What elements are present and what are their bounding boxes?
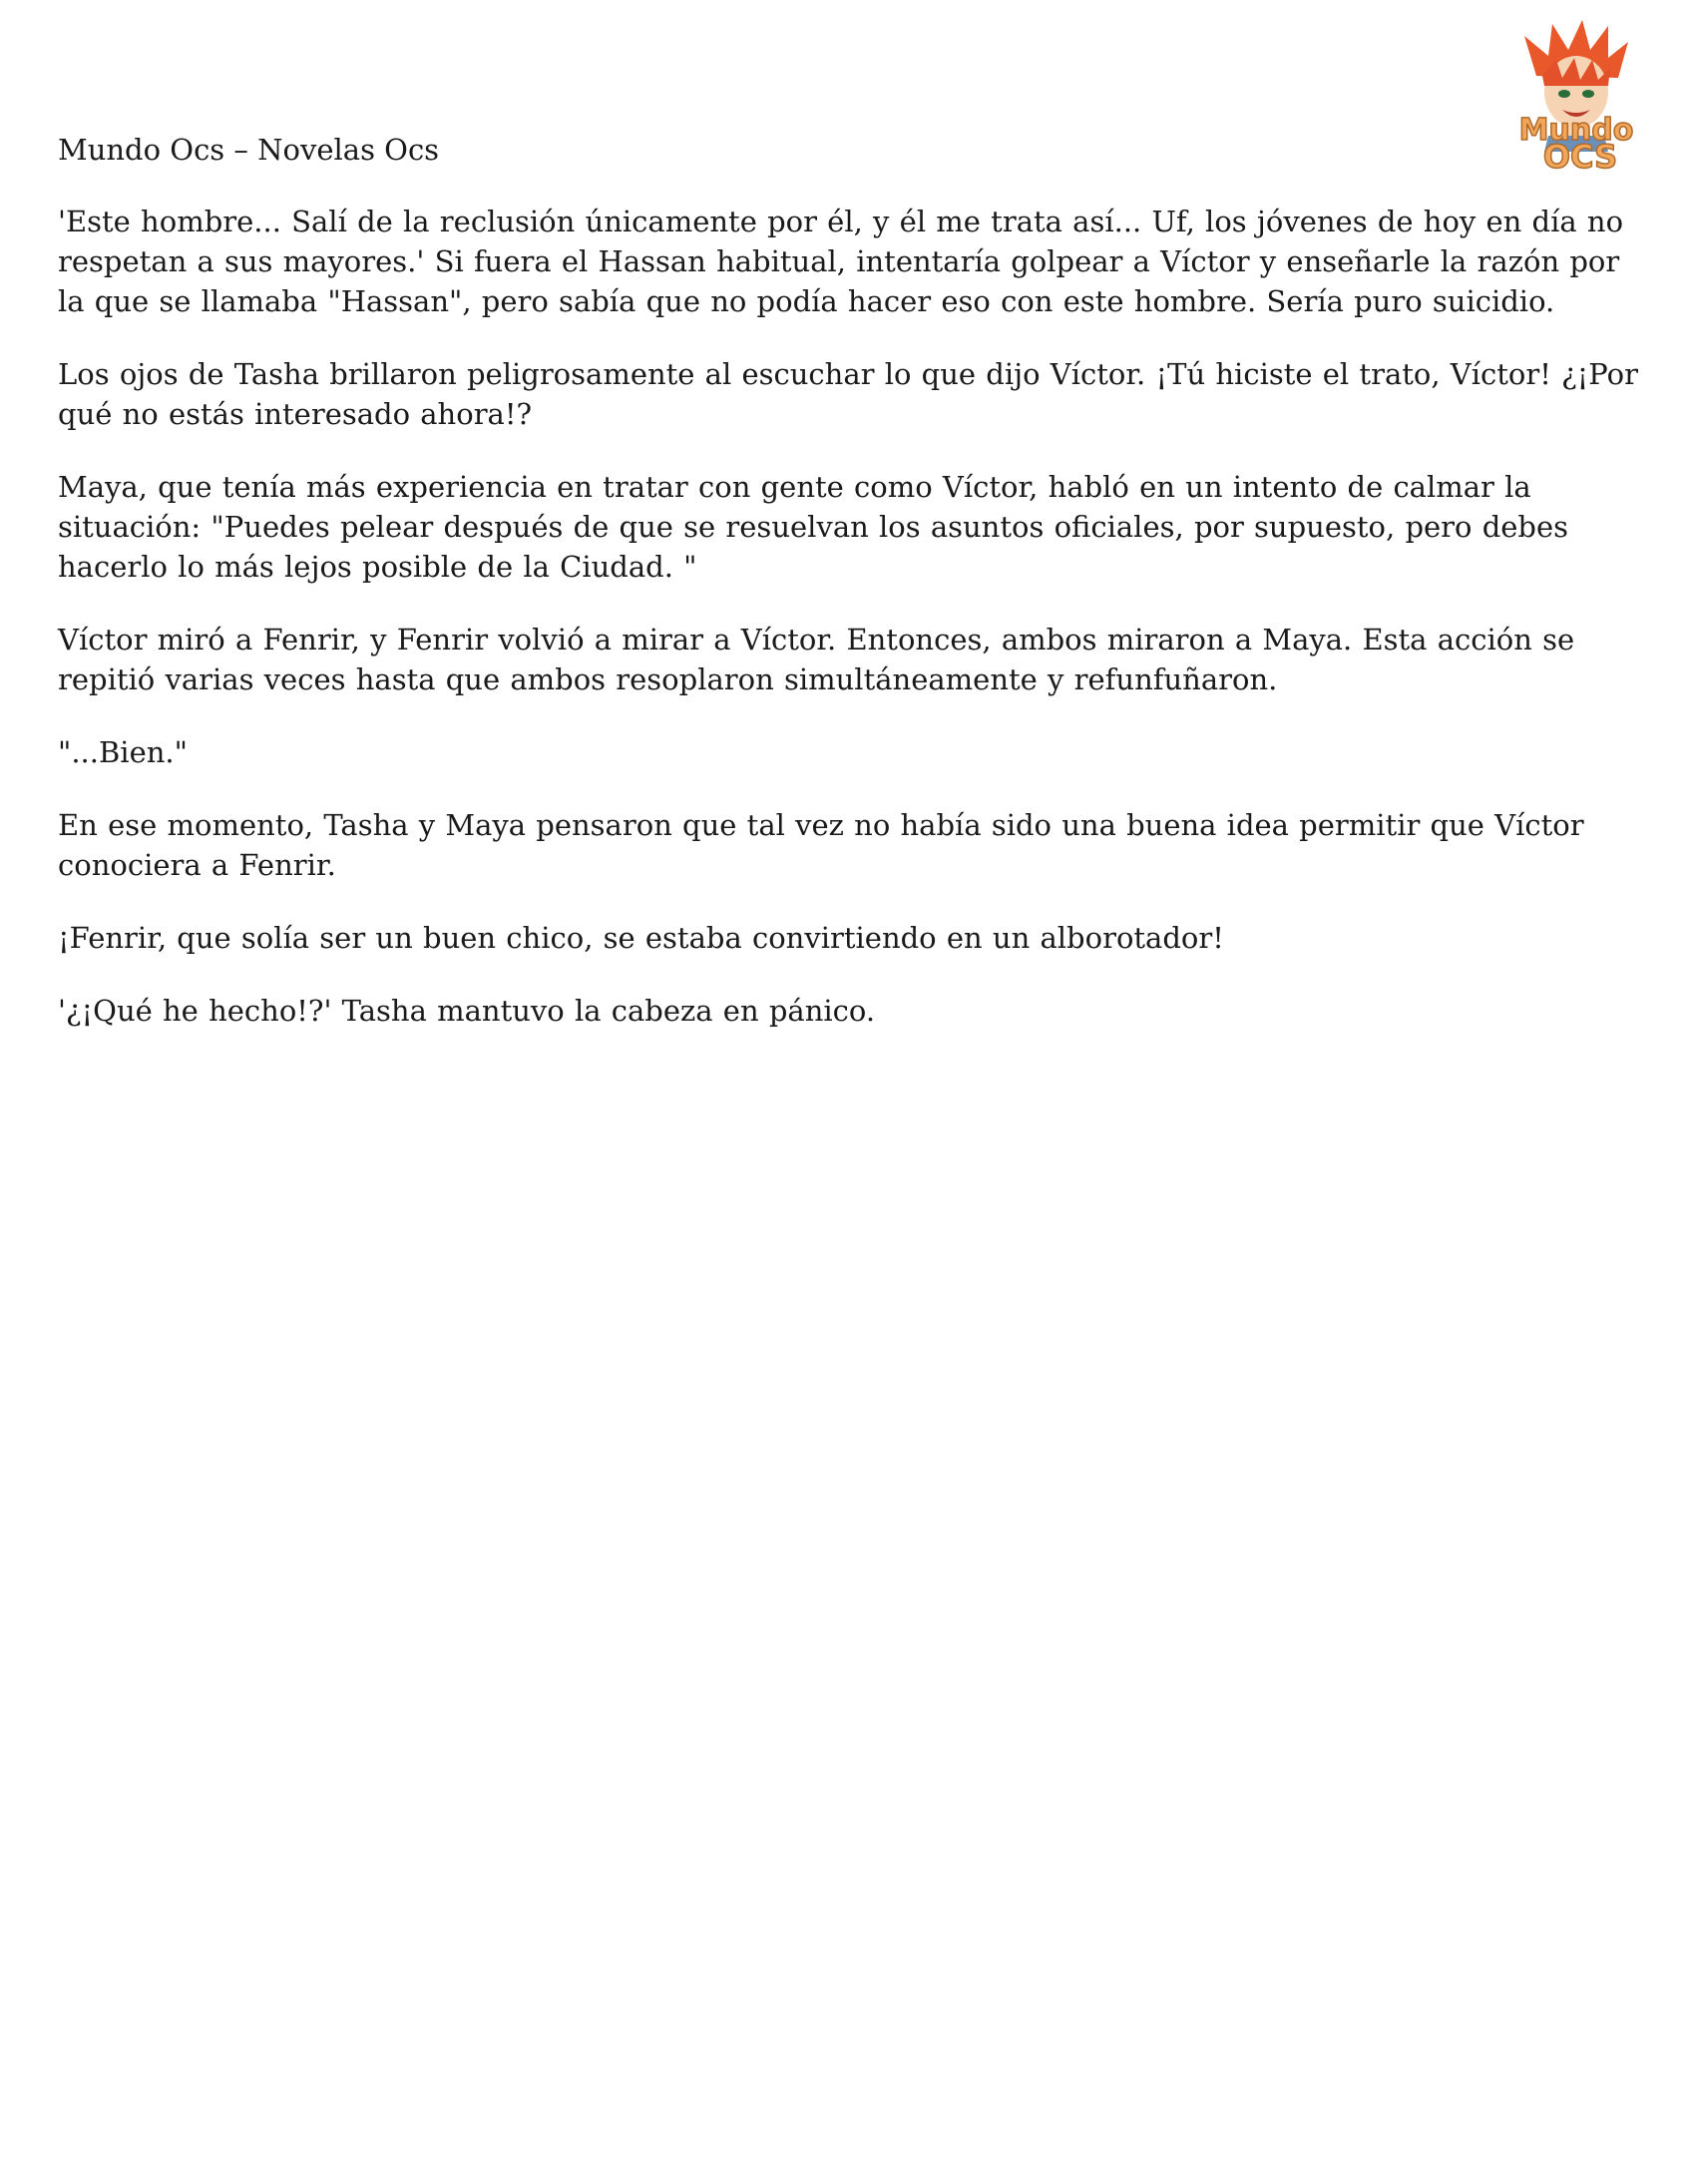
paragraph: '¿¡Qué he hecho!?' Tasha mantuvo la cabeza en pánico. [58, 994, 876, 1028]
paragraph: "...Bien." [58, 735, 188, 769]
svg-text:Mundo: Mundo [1518, 113, 1634, 148]
svg-text:OCS: OCS [1542, 138, 1618, 176]
paragraph: Víctor miró a Fenrir, y Fenrir volvió a mirar a Víctor. Entonces, ambos miraron a Maya. Esta acción se repitió varias veces hasta que ambos resoplaron simultáneamente y refunfuñaron. [58, 623, 1575, 696]
document-header: Mundo Ocs – Novelas Ocs [58, 133, 440, 167]
paragraph: 'Este hombre... Salí de la reclusión únicamente por él, y él me trata así... Uf, los jóvenes de hoy en día no respetan a sus mayores.' Si fuera el Hassan habitual, intentaría golpear a Víctor y enseñarle la razón por la que se llamaba "Hassan", pero sabía que no podía hacer eso con este hombre. Sería puro suicidio. [58, 205, 1624, 318]
paragraph: En ese momento, Tasha y Maya pensaron que tal vez no había sido una buena idea permitir que Víctor conociera a Fenrir. [58, 808, 1584, 882]
document-body [58, 130, 1642, 1064]
paragraph: Los ojos de Tasha brillaron peligrosamente al escuchar lo que dijo Víctor. ¡Tú hiciste el trato, Víctor! ¿¡Por qué no estás interesado ahora!? [58, 357, 1638, 431]
paragraph: Maya, que tenía más experiencia en tratar con gente como Víctor, habló en un intento de calmar la situación: "Puedes pelear después de que se resuelvan los asuntos oficiales, por supuesto, pero debes hacerlo lo más lejos posible de la Ciudad. " [58, 470, 1569, 584]
paragraph: ¡Fenrir, que solía ser un buen chico, se estaba convirtiendo en un alborotador! [58, 921, 1224, 955]
